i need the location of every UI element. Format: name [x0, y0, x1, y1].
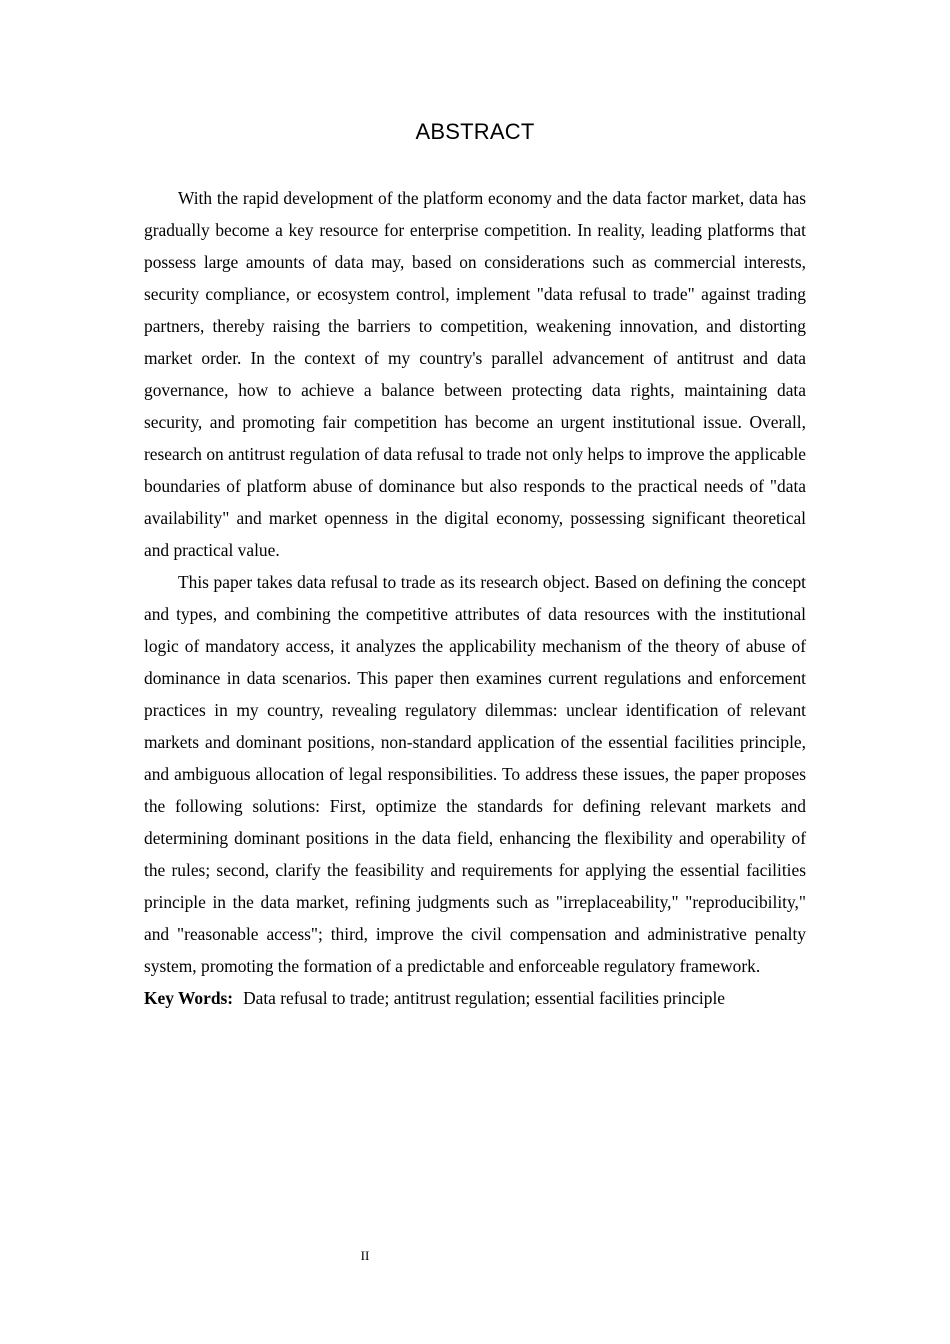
abstract-body [144, 182, 806, 1014]
abstract-paragraph-2: This paper takes data refusal to trade as its research object. Based on defining the concept and types, and combining the competitive attributes of data resources with the institutional logic of mandatory access, it analyzes the applicability mechanism of the theory of abuse of dominance in data scenarios. This paper then examines current regulations and enforcement practices in my country, revealing regulatory dilemmas: unclear identification of relevant markets and dominant positions, non-standard application of the essential facilities principle, and ambiguous allocation of legal responsibilities. To address these issues, the paper proposes the following solutions: First, optimize the standards for defining relevant markets and determining dominant positions in the data field, enhancing the flexibility and operability of the rules; second, clarify the feasibility and requirements for applying the essential facilities principle in the data market, refining judgments such as "irreplaceability," "reproducibility," and "reasonable access"; third, improve the civil compensation and administrative penalty system, promoting the formation of a predictable and enforceable regulatory framework. [144, 572, 806, 976]
abstract-paragraph-1: With the rapid development of the platform economy and the data factor market, data has gradually become a key resource for enterprise competition. In reality, leading platforms that possess large amounts of data may, based on considerations such as commercial interests, security compliance, or ecosystem control, implement "data refusal to trade" against trading partners, thereby raising the barriers to competition, weakening innovation, and distorting market order. In the context of my country's parallel advancement of antitrust and data governance, how to achieve a balance between protecting data rights, maintaining data security, and promoting fair competition has become an urgent institutional issue. Overall, research on antitrust regulation of data refusal to trade not only helps to improve the applicable boundaries of platform abuse of dominance but also responds to the practical needs of "data availability" and market openness in the digital economy, possessing significant theoretical and practical value. [144, 188, 806, 560]
keywords-text: Data refusal to trade; antitrust regulation; essential facilities principle [243, 988, 725, 1008]
keywords-line [144, 982, 806, 1014]
keywords-label: Key Words: [144, 988, 234, 1008]
page-number: II [360, 1248, 370, 1263]
page-title: ABSTRACT [415, 119, 535, 144]
